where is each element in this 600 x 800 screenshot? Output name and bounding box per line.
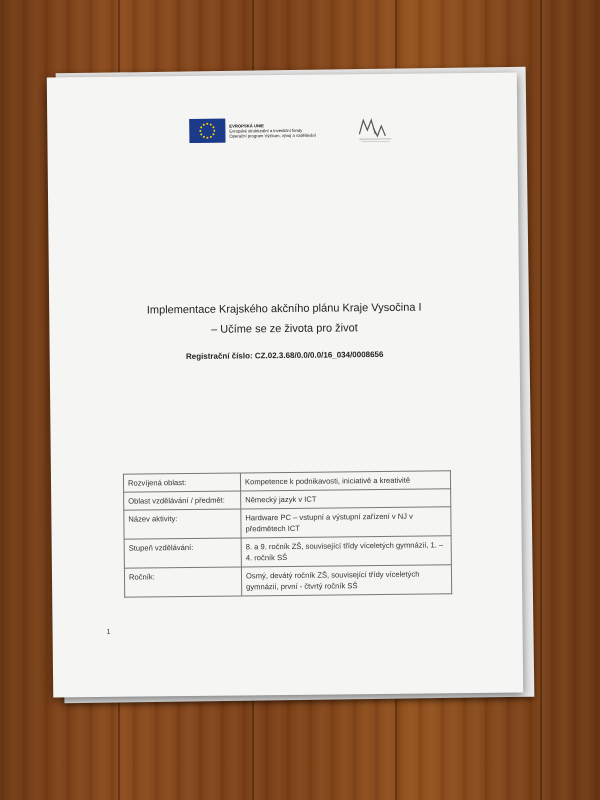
document-title: Implementace Krajského akčního plánu Kraje Vysočina I bbox=[146, 301, 422, 317]
wood-plank-gap bbox=[540, 0, 542, 800]
row-label: Stupeň vzdělávání: bbox=[124, 538, 241, 568]
msmt-logo-icon bbox=[355, 114, 395, 144]
logo-row bbox=[189, 114, 395, 146]
row-value: Hardware PC – vstupní a výstupní zařízení v NJ v předmětech ICT bbox=[241, 507, 451, 538]
row-value: 8. a 9. ročník ZŠ, související třídy víceletých gymnázií, 1. – 4. ročník SŠ bbox=[241, 536, 451, 567]
registration-number bbox=[50, 349, 520, 363]
table-row bbox=[124, 507, 451, 539]
table-row bbox=[124, 565, 451, 597]
document-page bbox=[47, 73, 523, 698]
eu-logo-line: Evropské strukturální a investiční fondy bbox=[229, 127, 303, 134]
activity-info-table bbox=[123, 470, 452, 597]
registration-label: Registrační číslo: bbox=[185, 351, 253, 362]
row-label: Název aktivity: bbox=[124, 509, 241, 539]
table-row bbox=[124, 536, 451, 568]
eu-logo-line: EVROPSKÁ UNIE bbox=[229, 122, 264, 129]
row-label: Rozvíjená oblast: bbox=[123, 473, 240, 492]
row-label: Ročník: bbox=[124, 567, 241, 597]
eu-logo-line: Operační program Výzkum, vývoj a vzdělávání bbox=[229, 132, 316, 139]
row-value: Osmý, devátý ročník ZŠ, související třídy víceletých gymnázií, první - čtvrtý ročník SŠ bbox=[241, 565, 451, 596]
document-subtitle: – Učíme se ze života pro život bbox=[210, 322, 358, 336]
eu-logo-text bbox=[229, 122, 329, 138]
row-label: Oblast vzdělávání / předmět: bbox=[124, 491, 241, 510]
page-number: 1 bbox=[106, 628, 111, 636]
row-value: Německý jazyk v ICT bbox=[241, 489, 451, 509]
registration-value: CZ.02.3.68/0.0/0.0/16_034/0008656 bbox=[254, 349, 384, 361]
eu-flag-icon bbox=[189, 119, 225, 143]
row-value: Kompetence k podnikavosti, iniciativě a kreativitě bbox=[240, 471, 450, 491]
